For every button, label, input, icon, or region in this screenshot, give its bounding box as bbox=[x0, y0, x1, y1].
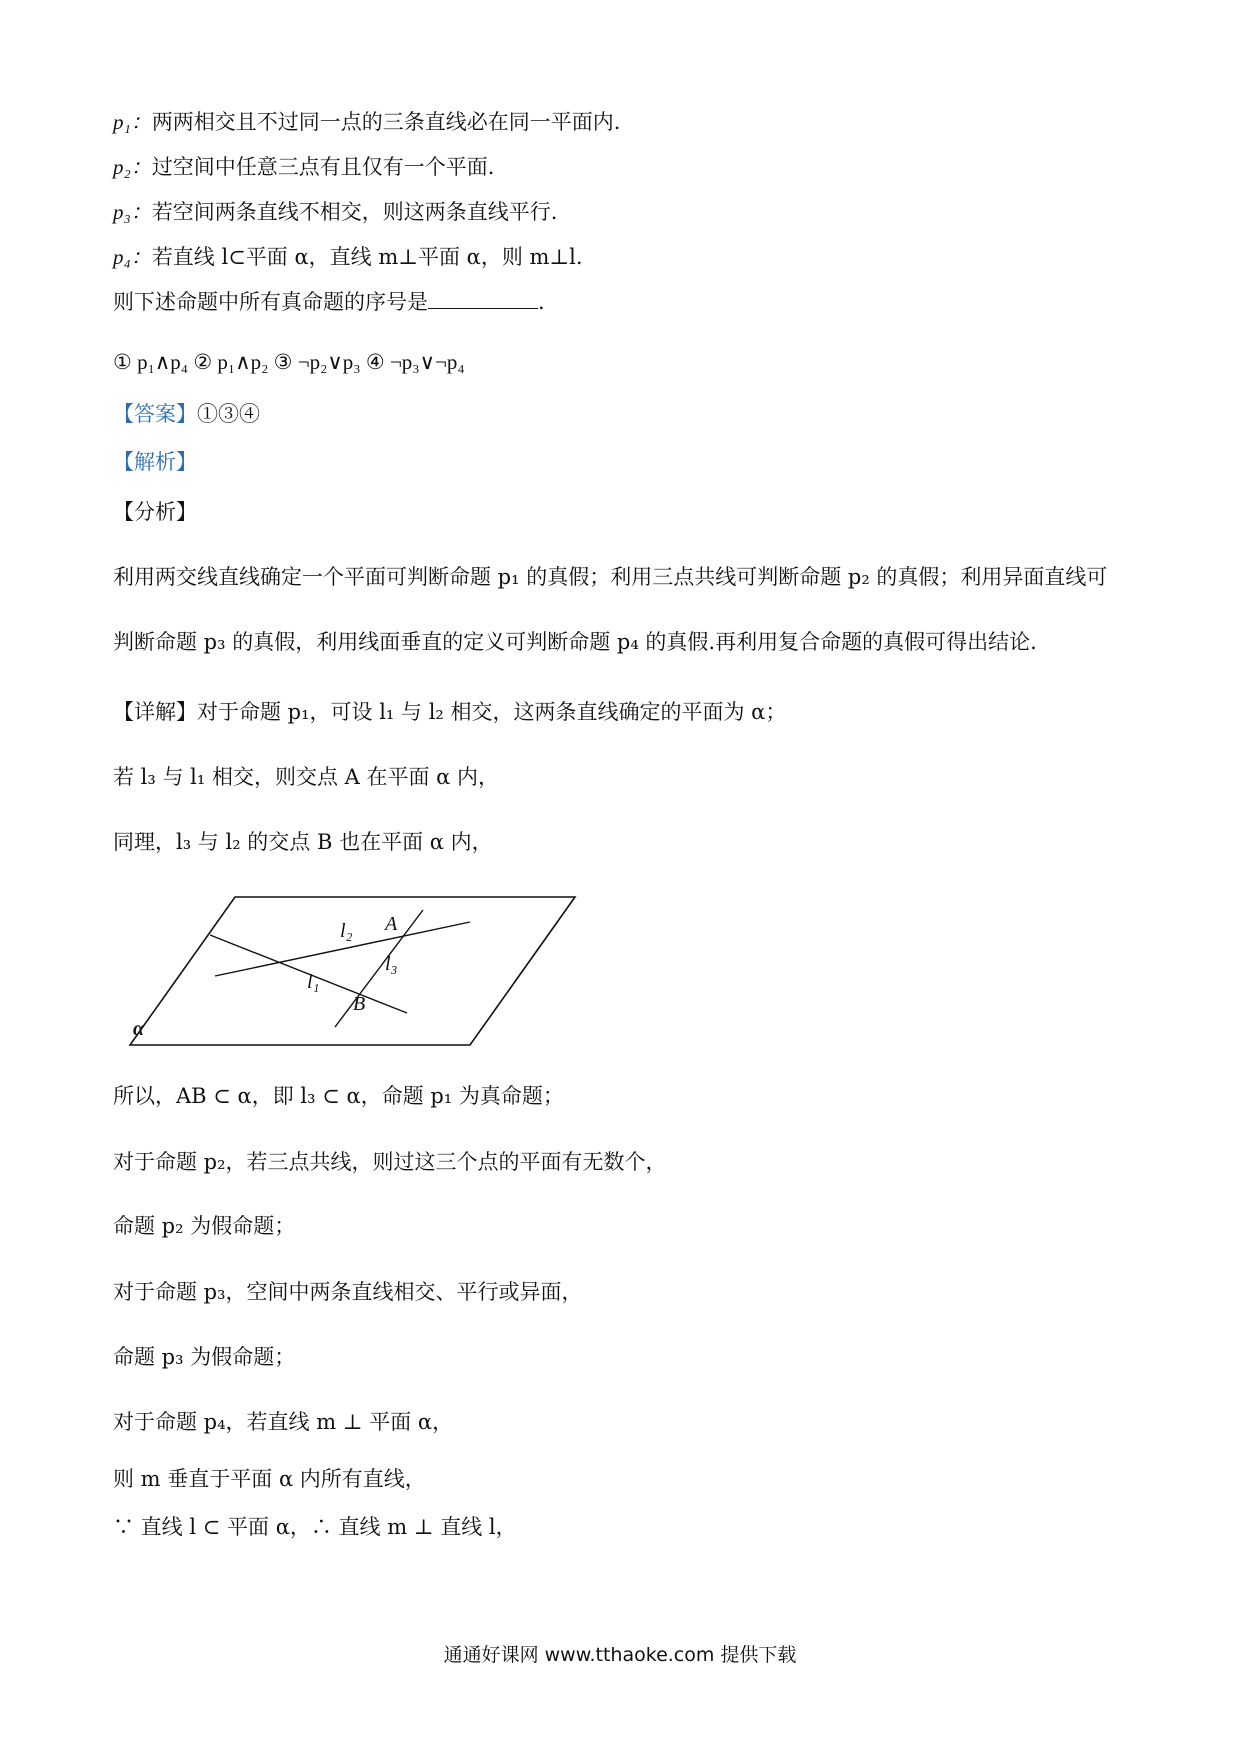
question-prefix: 则下述命题中所有真命题的序号是 bbox=[113, 290, 428, 314]
detail-line-1: 【详解】对于命题 p₁，可设 l₁ 与 l₂ 相交，这两条直线确定的平面为 α； bbox=[113, 700, 787, 724]
detail-line-3: 同理，l₃ 与 l₂ 的交点 B 也在平面 α 内， bbox=[113, 830, 493, 854]
fenxi-line-1: 利用两交线直线确定一个平面可判断命题 p₁ 的真假；利用三点共线可判断命题 p₂ 的真假；利用异面直线可 bbox=[113, 565, 1108, 589]
conclusion-line-7: 则 m 垂直于平面 α 内所有直线， bbox=[113, 1467, 426, 1491]
fenxi-line-2: 判断命题 p₃ 的真假，利用线面垂直的定义可判断命题 p₄ 的真假.再利用复合命题的真假可得出结论. bbox=[113, 630, 1037, 654]
fenxi-tag: 【分析】 bbox=[113, 500, 197, 524]
proposition-label: p₂： bbox=[113, 155, 152, 179]
conclusion-line-5: 命题 p₃ 为假命题； bbox=[113, 1345, 296, 1369]
proposition-text: 若直线 l⊂平面 α，直线 m⊥平面 α，则 m⊥l. bbox=[151, 245, 583, 269]
diagram-label-l2: l₂ bbox=[340, 920, 353, 942]
proposition-label: p₄： bbox=[113, 245, 152, 269]
answer-tag: 【答案】 bbox=[113, 402, 197, 426]
answer-value: ①③④ bbox=[197, 402, 260, 426]
question bbox=[113, 288, 545, 316]
proposition-text: 过空间中任意三点有且仅有一个平面. bbox=[151, 155, 495, 179]
proposition-p3 bbox=[113, 198, 558, 226]
proposition-p2 bbox=[113, 153, 495, 181]
proposition-label: p₁： bbox=[113, 110, 152, 134]
diagram-label-A: A bbox=[385, 913, 398, 935]
question-suffix: . bbox=[538, 290, 545, 314]
proposition-label: p₃： bbox=[113, 200, 152, 224]
conclusion-line-1: 所以，AB ⊂ α，即 l₃ ⊂ α，命题 p₁ 为真命题； bbox=[113, 1084, 564, 1108]
diagram-label-alpha: α bbox=[133, 1018, 145, 1040]
proposition-text: 两两相交且不过同一点的三条直线必在同一平面内. bbox=[151, 110, 621, 134]
detail-line-2: 若 l₃ 与 l₁ 相交，则交点 A 在平面 α 内， bbox=[113, 765, 500, 789]
proposition-p4 bbox=[113, 243, 583, 271]
conclusion-line-6: 对于命题 p₄，若直线 m ⊥ 平面 α， bbox=[113, 1410, 454, 1434]
jiexi-tag: 【解析】 bbox=[113, 450, 197, 474]
plane-diagram bbox=[125, 895, 585, 1055]
options: ① p₁∧p₄ ② p₁∧p₂ ③ ¬p₂∨p₃ ④ ¬p₃∨¬p₄ bbox=[113, 350, 465, 374]
conclusion-line-4: 对于命题 p₃，空间中两条直线相交、平行或异面， bbox=[113, 1280, 583, 1304]
diagram-label-B: B bbox=[353, 993, 366, 1015]
answer-blank bbox=[428, 288, 538, 309]
proposition-text: 若空间两条直线不相交，则这两条直线平行. bbox=[151, 200, 558, 224]
conclusion-line-8: ∵ 直线 l ⊂ 平面 α，∴ 直线 m ⊥ 直线 l， bbox=[113, 1515, 517, 1539]
proposition-p1 bbox=[113, 108, 621, 136]
conclusion-line-3: 命题 p₂ 为假命题； bbox=[113, 1214, 296, 1238]
answer-line bbox=[113, 400, 260, 428]
page-footer: 通通好课网 www.tthaoke.com 提供下载 bbox=[443, 1644, 797, 1666]
conclusion-line-2: 对于命题 p₂，若三点共线，则过这三个点的平面有无数个， bbox=[113, 1150, 667, 1174]
diagram-label-l1: l₁ bbox=[307, 971, 320, 993]
diagram-label-l3: l₃ bbox=[385, 953, 398, 975]
